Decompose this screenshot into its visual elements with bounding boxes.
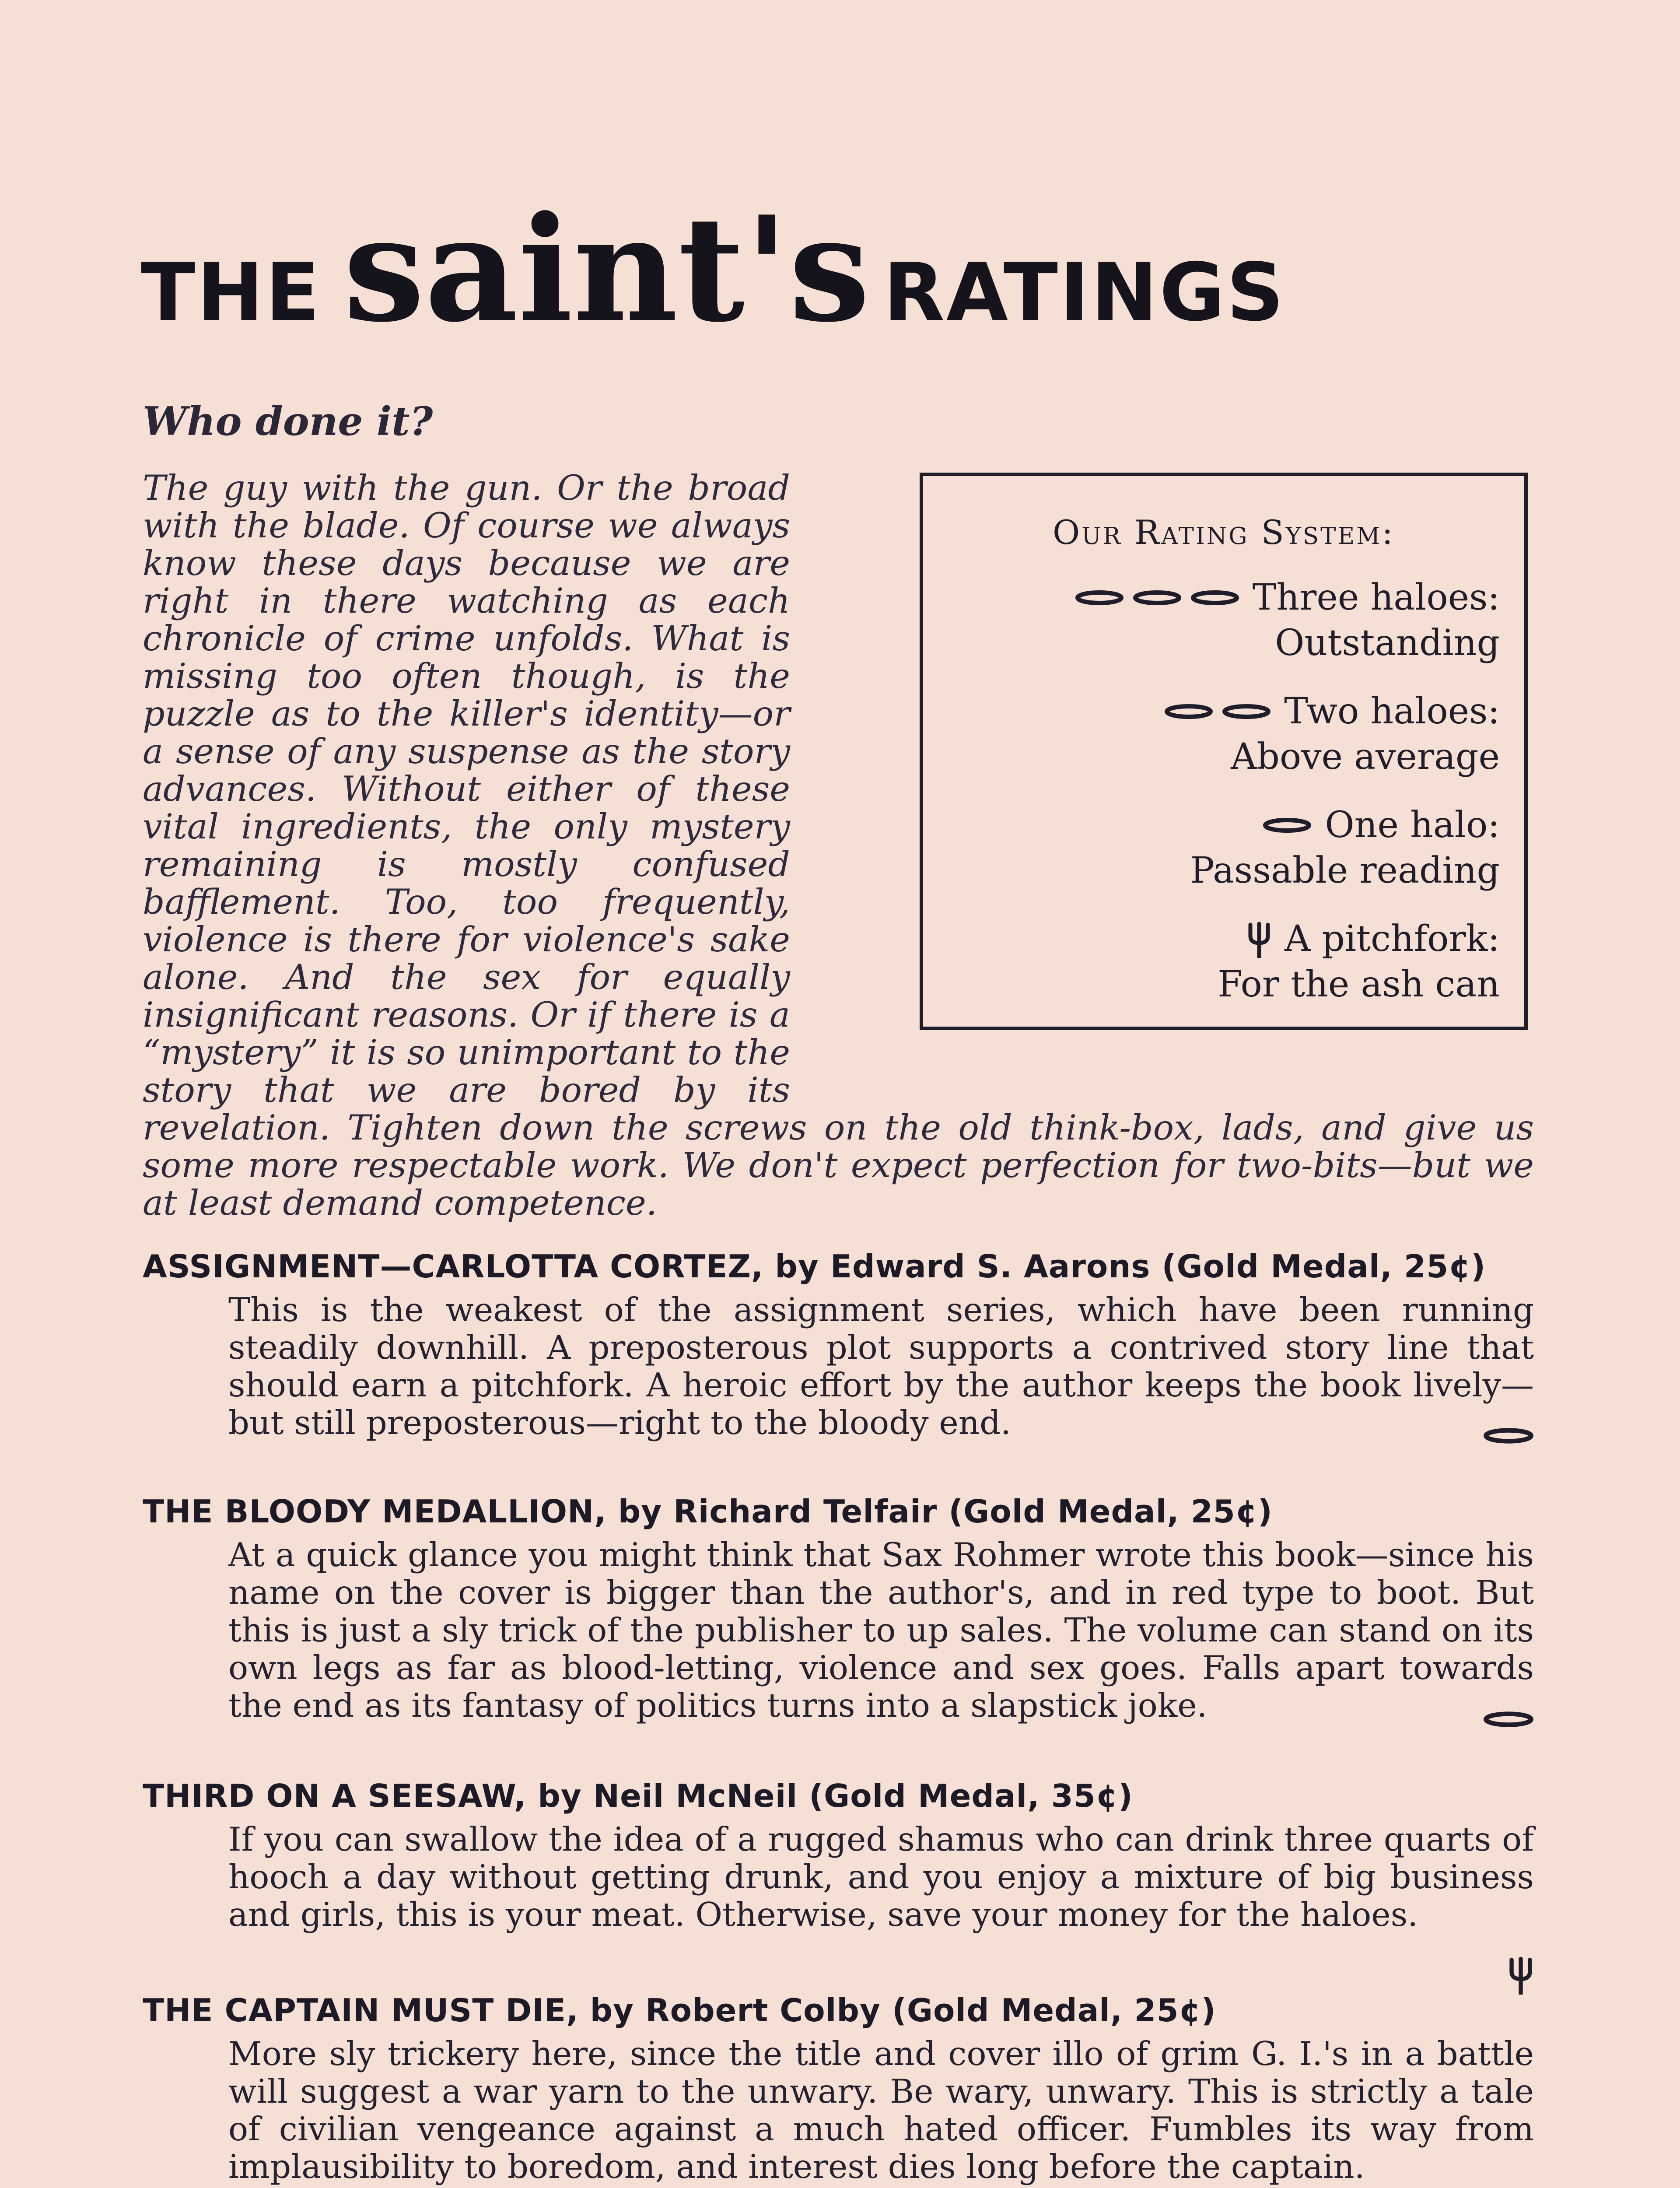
review-title: THE BLOODY MEDALLION, by Richard Telfair (Gold Medal, 25¢)	[143, 1493, 1273, 1530]
one-halo-icon	[1254, 818, 1312, 833]
review-title: THE CAPTAIN MUST DIE, by Robert Colby (Gold Medal, 25¢)	[143, 1992, 1216, 2029]
review-body: More sly trickery here, since the title and cover illo of grim G. I.'s in a battle will suggest a war yarn to the unwary. Be wary, unwary. This is strictly a tale of civilian vengeance against a much hated officer. Fumbles its way from implausibility to boredom, and interest dies long before the captain.	[228, 2034, 1534, 2186]
rating-row-three-haloes	[1066, 575, 1500, 666]
rating-label: Three haloes:	[1252, 577, 1500, 618]
title-saints: saint's	[343, 184, 870, 354]
review-body: If you can swallow the idea of a rugged shamus who can drink three quarts of hooch a day without getting drunk, and you enjoy a mixture of big business and girls, this is your meat. Otherwise, save your money for the haloes.	[228, 1820, 1534, 1934]
halo-icon	[1483, 1711, 1534, 1728]
rating-label: Two haloes:	[1284, 691, 1500, 732]
review-title: THIRD ON A SEESAW, by Neil McNeil (Gold Medal, 35¢)	[143, 1778, 1133, 1814]
rating-meaning: Above average	[1231, 736, 1500, 778]
rating-meaning: Outstanding	[1275, 622, 1500, 664]
review-item	[143, 1992, 1534, 2185]
two-haloes-icon	[1155, 704, 1271, 719]
halo-icon	[1075, 590, 1124, 605]
halo-icon	[1263, 818, 1312, 833]
halo-icon	[1133, 590, 1182, 605]
rating-system-heading: Our Rating System:	[1052, 513, 1395, 552]
halo-icon	[1222, 704, 1271, 719]
rating-row-two-haloes	[1155, 689, 1500, 780]
rating-label: A pitchfork:	[1284, 918, 1500, 960]
review-item	[143, 1248, 1534, 1441]
review-item	[143, 1493, 1534, 1724]
review-body: At a quick glance you might think that Sax Rohmer wrote this book—since his name on the cover is bigger than the author's, and in red type to boot. But this is just a sly trick of the publisher to up sales. The volume can stand on its own legs as far as blood-letting, violence and sex goes. Falls apart towards the end as its fantasy of politics turns into a slapstick joke.	[228, 1536, 1534, 1725]
rating-meaning: Passable reading	[1190, 850, 1500, 891]
rating-row-one-halo	[1190, 803, 1500, 894]
halo-icon	[1164, 704, 1213, 719]
halo-icon	[1483, 1427, 1534, 1444]
halo-icon	[1190, 590, 1239, 605]
rating-system-box	[920, 473, 1528, 1030]
three-haloes-icon	[1066, 590, 1239, 605]
rating-meaning: For the ash can	[1218, 964, 1500, 1005]
rating-label: One halo:	[1325, 804, 1500, 846]
intro-subhead: Who done it?	[143, 398, 433, 445]
review-item	[143, 1778, 1534, 1933]
title-the: THE	[141, 246, 322, 339]
page-title	[141, 184, 1286, 363]
title-ratings: RATINGS	[883, 246, 1286, 339]
rating-row-pitchfork	[1218, 916, 1500, 1007]
review-title: ASSIGNMENT—CARLOTTA CORTEZ, by Edward S. Aarons (Gold Medal, 25¢)	[143, 1248, 1486, 1285]
review-body: This is the weakest of the assignment series, which have been running steadily downhill. A preposterous plot supports a contrived story line that should earn a pitchfork. A heroic effort by the author keeps the book lively—but still preposterous—right to the bloody end.	[228, 1290, 1534, 1442]
pitchfork-icon	[1247, 920, 1271, 958]
intro-text: The guy with the gun. Or the broad with the blade. Of course we always know these days because we are right in there watching as each chronicle of crime unfolds. What is missing too often though, is the puzzle as to the killer's identity—or a sense of any suspense as the story advances. Without either of these vital ingredients, the only mystery remaining is mostly confused bafflement. Too, too frequently, violence is there for violence's sake alone. And the sex for equally insignificant reasons. Or if there is a “mystery” it is so unimportant to the story that we are bored by its revelation. Tighten down the screws on the old think-box, lads, and give us some more respectable work. We don't expect perfection for two-bits—but we at least demand competence.	[143, 468, 1534, 1223]
pitchfork-icon	[1508, 1955, 1534, 1995]
